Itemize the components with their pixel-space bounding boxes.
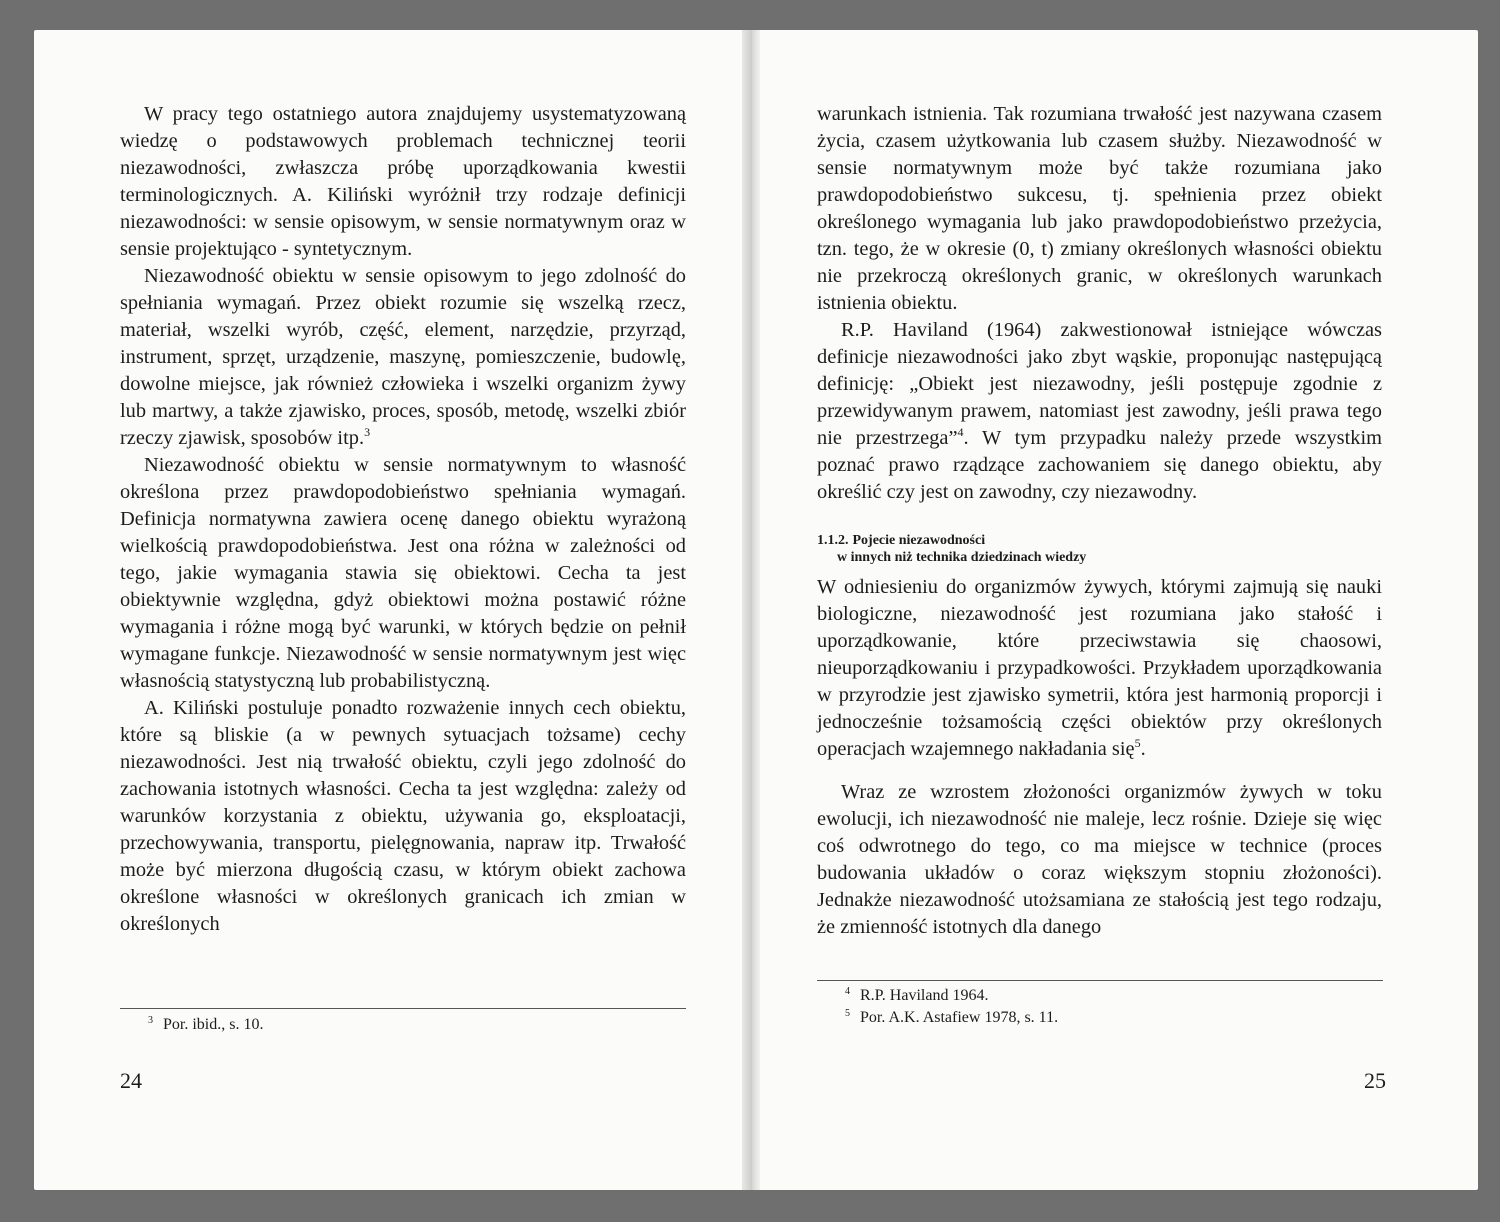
- book-spine: [742, 30, 760, 1190]
- footnote-5-number: 5: [845, 1007, 850, 1019]
- page-number-right: 25: [1364, 1068, 1386, 1093]
- footnote-5-text: Por. A.K. Astafiew 1978, s. 11.: [860, 1009, 1059, 1026]
- footnote-4-number: 4: [845, 985, 850, 997]
- section-heading-number: 1.1.2.: [817, 533, 849, 548]
- right-paragraph-2-text-b: . W tym przypadku należy przede wszystkim poznać prawo rządzące zachowaniem się danego obiektu, aby określić czy jest on zawodny, czy niezawodny.: [817, 427, 1382, 503]
- left-paragraph-2-text: Niezawodność obiektu w sensie opisowym to jego zdolność do spełniania wymagań. Przez obiekt rozumie się wszelką rzecz, materiał, wszelki wyrób, część, element, narzędzie, przyrząd, instrument, sprzęt, urządzenie, maszynę, pomieszczenie, budowlę, dowolne miejsce, jak również człowieka i wszelki organizm żywy lub martwy, a także zjawisko, proces, sposób, metodę, wszelki zbiór rzeczy zjawisk, sposobów itp.: [120, 265, 686, 449]
- right-paragraph-2-text-a: R.P. Haviland (1964) zakwestionował istniejące wówczas definicje niezawodności jako zbyt wąskie, proponując następującą definicję: „Obiekt jest niezawodny, jeśli postępuje zgodnie z przewidywanym prawem, natomiast jest zawodny, jeśli prawa tego nie przestrzega”: [817, 319, 1382, 449]
- footnote-3-text: Por. ibid., s. 10.: [163, 1016, 264, 1033]
- footnote-ref-3: 3: [364, 425, 371, 440]
- section-heading: [817, 532, 1382, 566]
- left-footnote-rule: [120, 1008, 686, 1009]
- right-footnote-rule: [817, 980, 1383, 981]
- footnote-3-number: 3: [148, 1014, 153, 1026]
- footnote-ref-4: 4: [957, 425, 964, 440]
- right-paragraph-3-text-a: W odniesieniu do organizmów żywych, którymi zajmują się nauki biologiczne, niezawodność jest rozumiana jako stałość i uporządkowanie, które przeciwstawia się chaosowi, nieuporządkowaniu i przypadkowości. Przykładem uporządkowania w przyrodzie jest zjawisko symetrii, która jest harmonią proporcji i jednocześnie tożsamością części obiektów przy określonych operacjach wzajemnego nakładania się: [817, 576, 1382, 760]
- right-paragraph-1: warunkach istnienia. Tak rozumiana trwałość jest nazywana czasem życia, czasem użytkowania lub czasem służby. Niezawodność w sensie normatywnym może być także rozumiana jako prawdopodobieństwo sukcesu, tj. spełnienia przez obiekt określonego wymagania lub jako prawdopodobieństwo przeżycia, tzn. tego, że w okresie (0, t) zmiany określonych własności obiektu nie przekroczą określonych granic, w określonych warunkach istnienia obiektu.: [817, 103, 1382, 314]
- right-page-body: [817, 101, 1382, 941]
- footnote-ref-5: 5: [1134, 736, 1141, 751]
- left-paragraph-4: A. Kiliński postuluje ponadto rozważenie innych cech obiektu, które są bliskie (a w pewnych sytuacjach tożsame) cechy niezawodności. Jest nią trwałość obiektu, czyli jego zdolność do zachowania istotnych własności. Cecha ta jest względna: zależy od warunków korzystania z obiektu, używania go, eksploatacji, przechowywania, transportu, pielęgnowania, napraw itp. Trwałość może być mierzona długością czasu, w którym obiekt zachowa określone własności w określonych granicach ich zmian w określonych: [120, 697, 686, 935]
- right-footnotes: [845, 985, 1345, 1029]
- footnote-4-text: R.P. Haviland 1964.: [860, 987, 989, 1004]
- left-footnotes: [148, 1014, 648, 1036]
- section-heading-line-2: w innych niż technika dziedzinach wiedzy: [837, 550, 1087, 565]
- section-heading-line-1: Pojecie niezawodności: [852, 533, 986, 548]
- page-number-left: 24: [120, 1068, 142, 1093]
- right-paragraph-2: [817, 317, 1382, 506]
- left-paragraph-1: W pracy tego ostatniego autora znajdujemy usystematyzowaną wiedzę o podstawowych problemach technicznej teorii niezawodności, zwłaszcza próbę uporządkowania kwestii terminologicznych. A. Kiliński wyróżnił trzy rodzaje definicji niezawodności: w sensie opisowym, w sensie normatywnym oraz w sensie projektująco - syntetycznym.: [120, 103, 686, 260]
- left-page-body: [120, 101, 686, 938]
- footnote-3: [148, 1014, 648, 1036]
- right-paragraph-4: Wraz ze wzrostem złożoności organizmów żywych w toku ewolucji, ich niezawodność nie maleje, lecz rośnie. Dzieje się więc coś odwrotnego do tego, co ma miejsce w technice (proces budowania układów o coraz większym stopniu złożoności). Jednakże niezawodność utożsamiana ze stałością jest tego rodzaju, że zmienność istotnych dla danego: [817, 781, 1382, 938]
- right-paragraph-3: [817, 574, 1382, 763]
- left-paragraph-3: Niezawodność obiektu w sensie normatywnym to własność określona przez prawdopodobieństwo spełniania wymagań. Definicja normatywna zawiera ocenę danego obiektu wyrażoną wielkością prawdopodobieństwa. Jest ona różna w zależności od tego, jakie wymagania stawia się obiektowi. Cecha ta jest obiektywnie względna, gdyż obiektowi można postawić różne wymagania i różne mogą być warunki, w których będzie on pełnił wymagane funkcje. Niezawodność w sensie normatywnym jest więc własnością statystyczną lub probabilistyczną.: [120, 454, 686, 692]
- footnote-4: [845, 985, 1345, 1007]
- left-paragraph-2: [120, 263, 686, 452]
- right-paragraph-3-text-b: .: [1140, 738, 1146, 760]
- footnote-5: [845, 1007, 1345, 1029]
